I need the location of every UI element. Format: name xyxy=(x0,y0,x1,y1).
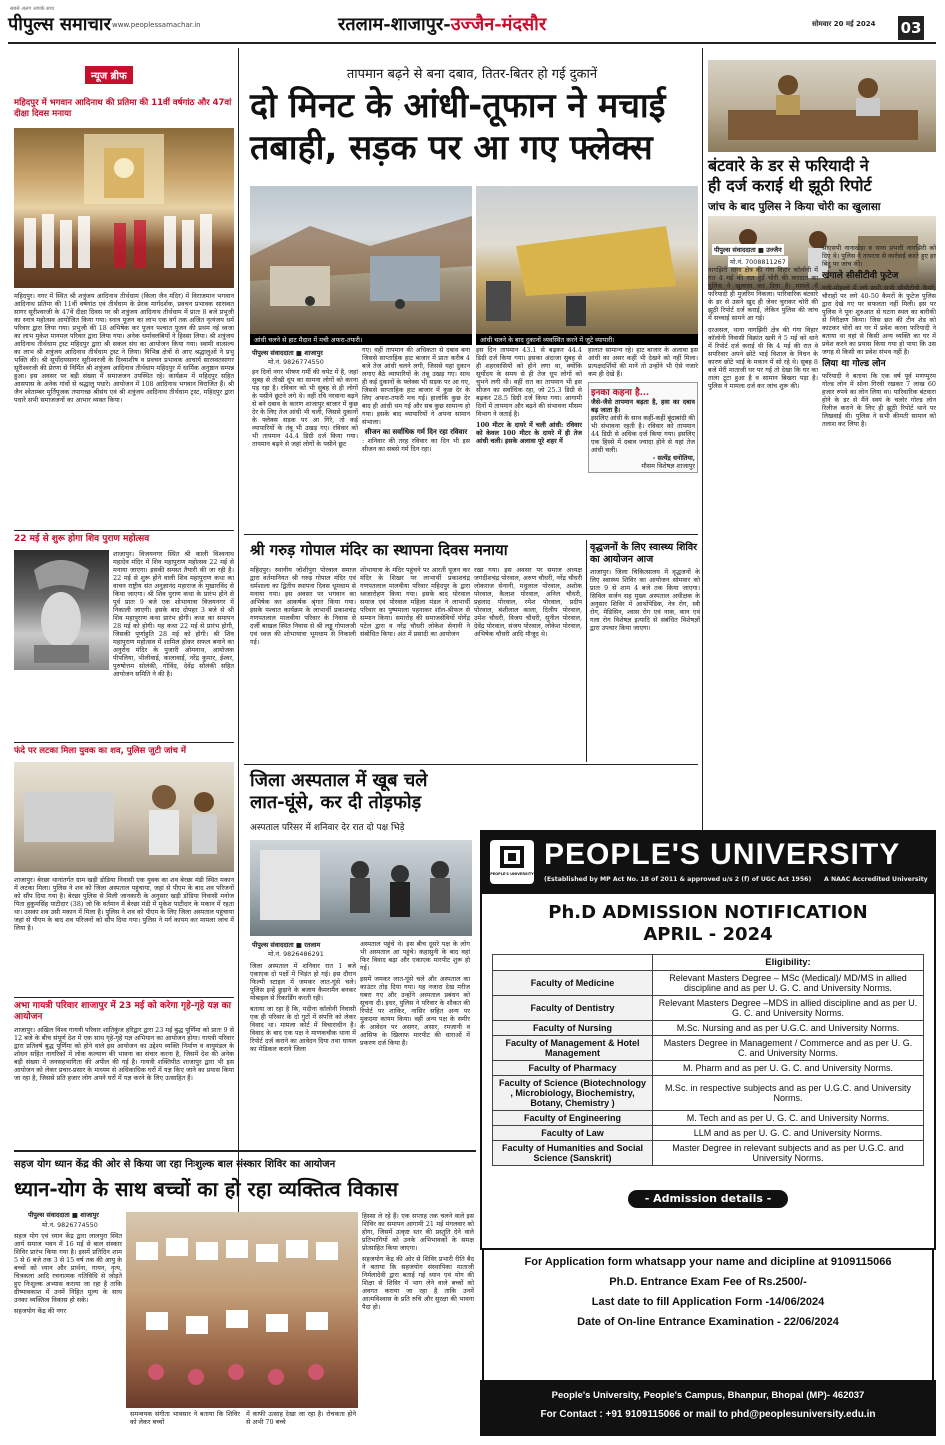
sahaj-col3b-text: सहजयोग केंद्र की ओर से शिविर प्रभारी रीति बैद ने बताया कि सहजयोग संस्थापिका माताजी निर्मलादेवी द्वारा बताई गई ध्यान एवं योग की शिक्षा से शिविर में भाग लेने वाले बच्चों को अवगत कराया जा रहा है ताकि उनमें आत्मविश्वास के प्रति रुचि और सुरक्षा की भावना पैदा हो। xyxy=(362,1255,474,1311)
hospital-col1-text: जिला अस्पताल में शनिवार रात 1 बजे एकाएक दो पक्षों में भिड़ंत हो गई। इस दौरान फिल्मी स्टाइल में जमकर लात-घूंसे चले। पुलिस इन्हें छुड़ाने के बजाय कैमरामैन बनकर मोबाइल से रिकार्डिंग करती रही। xyxy=(250,962,356,1002)
faculty-requirement: Master Degree in relevant subjects and as per U.G.C. and University Norms. xyxy=(653,1141,924,1166)
storm-col2b-text: : शनिवार की तरह रविवार का दिन भी इस सीजन का सबसे गर्म दिन रहा। xyxy=(362,437,470,453)
sahaj-col1 xyxy=(14,1232,122,1438)
storm-col3b-text: 100 मीटर के दायरे में चली आंधी: रविवार को केवल 100 मीटर के दायरे में ही तेज आंधी चली। इसके अलावा पूरे शहर में xyxy=(476,421,582,445)
faculty-requirement: M.Sc. Nursing and as per U.G.C. and University Norms. xyxy=(653,1021,924,1036)
ad-address: People's University, People's Campus, Bhanpur, Bhopal (MP)- 462037 xyxy=(551,1390,865,1401)
region-title-black: रतलाम-शाजापुर- xyxy=(338,14,451,35)
shiva-idol-photo xyxy=(14,550,109,670)
eligibility-row xyxy=(493,996,924,1021)
faculty-requirement: Masters Degree in Management / Commerce and as per U. G. C. and University Norms. xyxy=(653,1036,924,1061)
faculty-name: Faculty of Medicine xyxy=(493,971,653,996)
sahaj-col3-text: हिस्सा ले रहे हैं। एक सप्ताह तक चलने वाले इस शिविर का समापन आगामी 21 मई मंगलवार को होगा, जिसमें उत्कृष्ट स्तर की प्रस्तुति देने वाले प्रतिभागियों को उनके अभिभावकों के समक्ष प्रोत्साहित किया जाएगा। xyxy=(362,1212,474,1252)
hospital-byline: पीपुल्स संवाददाता ■ रतलाम xyxy=(252,941,321,949)
storm-photo-left-art xyxy=(250,186,472,334)
faculty-name: Faculty of Dentistry xyxy=(493,996,653,1021)
issue-date: सोमवार 20 मई 2024 xyxy=(812,20,876,28)
ad-contact[interactable]: For Contact : +91 9109115066 or mail to phd@peoplesuniversity.edu.in xyxy=(540,1409,876,1420)
storm-col1: इन दिनों नगर भीषण गर्मी की चपेट में है, जहां सुबह से तीखी धूप का सामना लोगों को करना पड़ रहा है। रविवार को भी सुबह से ही लोगों के पसीने छूटने लगे थे। वहीं रवि नरवाना बढ़ने से बने दबाव के कारण शाजापुर बाजार में कुछ देर के लिए तेज आंधी भी चली, जिससे दुकानों के फ्लेक्स सड़क पर आ गिरे, तो कई व्यापारियों के तंबू भी उखड़ गए। रविवार को भी तापमान 44.4 डिग्री दर्ज किया गया। तापमान बढ़ने से जहां लोगों के पसीने छूट xyxy=(252,368,358,448)
storm-caption-right: आंधी चलने के बाद दुकानों व्यवस्थित करने में जुटे व्यापारी। xyxy=(476,334,698,345)
admission-details-pill: - Admission details - xyxy=(628,1190,788,1208)
brief-divider-1 xyxy=(14,530,234,531)
sahaj-col2 xyxy=(130,1410,356,1440)
masthead-block xyxy=(8,6,238,38)
news-brief-tag: न्यूज ब्रीफ xyxy=(85,66,133,84)
fake-report-byline-city: उज्जैन xyxy=(766,246,782,254)
fake-report-byline-mobile: मो.नं. 7008811267 xyxy=(730,258,786,266)
university-logo-text: PEOPLE'S UNIVERSITY xyxy=(490,872,534,876)
faculty-requirement: M.Sc. in respective subjects and as per U.G.C. and University Norms. xyxy=(653,1076,924,1111)
admission-line-4: Date of On-line Entrance Examination - 22/06/2024 xyxy=(577,1316,839,1328)
faculty-requirement: Relevant Masters Degree – MSc (Medical)/ MD/MS in allied discipline and as per U. G. C. and University Norms. xyxy=(653,971,924,996)
ad-admission-lines xyxy=(482,1250,934,1380)
fake-report-col2c-text: फरियादी ने बताया कि एक वर्ष पूर्व मणप्पुरम गोल्ड लोन में सोना गिरवी रखकर 7 लाख 60 हजार रुपये का लोन लिया था। पारिवारिक बंटवारा होने के डर से मैंने स्वयं के चलोर गोल्ड लोन रिलीज कराने के लिए ही झूठी रिपोर्ट थाने पर लिखवाई थी। पुलिस ने सभी कीमती सामान को तलाश कर लिया है। xyxy=(822,372,936,428)
storm-headline-2: तबाही, सड़क पर आ गए फ्लेक्स xyxy=(250,128,653,168)
brief4-body: शाजापुर। अखिल विश्व गायत्री परिवार शांतिकुंज हरिद्वार द्वारा 23 मई बुद्ध पूर्णिमा को प्रातः 9 से 12 बजे के बीच संपूर्ण देश में एक साथ गृहे-गृहे यज्ञ अभियान का आयोजन होगा। गायत्री परिवार द्वारा प्रतिवर्ष बुद्ध पूर्णिमा को होने वाले इस आयोजन का उद्देश्य व्यक्ति निर्माण व वायुमंडल के शोधन सहित नागरिकों में लोक कल्याण की भावना का संचार करना है, जिसमें देश की अनेक बड़ी संख्या में जनसहभागिता की अपील की गई है। गायत्री शक्तिपीठ शाजापुर द्वारा भी इस आयोजन को लेकर प्रचार-प्रसार के माध्यम से अधिकाधिक घरों में यज्ञ किए जाने का प्रयास किया जा रहा है, जिससे प्रति हजार लोग अपने घरों में यज्ञ करने के लिए उत्साहित हैं। xyxy=(14,1026,234,1082)
storm-byline-name: पीपुल्स संवाददाता xyxy=(252,349,294,357)
hospital-headline-1: जिला अस्पताल में खूब चले xyxy=(250,770,428,791)
brief3-headline: फंदे पर लटका मिला युवक का शव, पुलिस जुटी जांच में xyxy=(14,746,186,756)
police-press-photo xyxy=(708,60,936,152)
hospital-col2 xyxy=(360,940,470,1154)
sahaj-byline-city: शाजापुर xyxy=(80,1211,99,1219)
brief3-body: शाजापुर। बेरछा थानांतर्गत ग्राम खड़ी डोडिया निवासी एक युवक का शव बेरछा मंडी स्थित मकान में लटका मिला। पुलिस ने शव को जिला अस्पताल पहुंचाया, जहां से पीएम के बाद शव परिजनों को सौंप दिया गया है। बेरछा पुलिस से मिली जानकारी के अनुसार खड़ी डोडिया निवासी मनोज पिता हुकुमसिंह पाटीदार (38) जो कि वर्तमान में बेरछा मंडी में मुकेश पाटीदार के मकान में रहता था। उसका शव उसी मकान में मिला है। पुलिस ने शव को पीएम के लिए जिला अस्पताल पहुंचाया जहां से पीएम के बाद शव परिजनों को सौंप दिया गया। पुलिस ने मर्ग कायम कर मामला जांच में लिया है। xyxy=(14,876,234,932)
site-url[interactable]: www.peoplessamachar.in xyxy=(112,21,201,29)
eligibility-row xyxy=(493,1076,924,1111)
sahaj-col3 xyxy=(362,1212,474,1438)
eligibility-row xyxy=(493,1036,924,1061)
faculty-name: Faculty of Management & Hotel Management xyxy=(493,1036,653,1061)
storm-byline-city: शाजापुर xyxy=(304,349,323,357)
admission-line-2: Ph.D. Entrance Exam Fee of Rs.2500/- xyxy=(609,1276,807,1288)
garud-col1: महिदपुर। स्थानीय जोशीपुरा पोरवाल समाज द्वारा वर्तमानियत श्री गरुड़ गोपाल मंदिर एवं धर्मशाला का द्वितीय स्थापना दिवस धूमधाम से मनाया गया। इस अवसर पर भगवान का अभिषेक कर आकर्षक श्रृंगार किया गया। इसके पश्चात कार्यक्रम के लाभार्थी प्रकाशचंद्र गणपतलाल मालवीया परिवार के निवास से दर्जी बाखल स्थित निवास से श्री लड्डू गोपालजी एवं ध्वज की शोभायात्रा भूमधाम से निकाली गई। xyxy=(250,566,356,646)
storm-kicker: तापमान बढ़ने से बना दबाव, तितर-बितर हो गई दुकानें xyxy=(346,67,598,82)
brief-divider-2 xyxy=(14,742,234,743)
university-established: (Established by MP Act No. 18 of 2011 & approved u/s 2 (f) of UGC Act 1956) xyxy=(544,876,812,883)
faculty-name: Faculty of Engineering xyxy=(493,1111,653,1126)
admission-line-1: For Application form whatsapp your name and dicipline at 9109115066 xyxy=(524,1256,892,1268)
eligibility-table xyxy=(492,954,924,1166)
ad-footer xyxy=(480,1380,936,1436)
fake-report-byline: पीपुल्स संवाददाता ■ उज्जैन xyxy=(714,246,782,254)
page-number: 03 xyxy=(898,16,924,40)
storm-quote-title: इनका कहना है... xyxy=(591,388,650,398)
hospital-headline-2: लात-घूंसे, कर दी तोड़फोड़ xyxy=(250,792,422,813)
police-probe-art xyxy=(14,762,234,872)
shiva-idol-art xyxy=(14,550,109,670)
faculty-requirement: LLM and as per U. G. C. and University Norms. xyxy=(653,1126,924,1141)
sahaj-kicker: सहज योग ध्यान केंद्र की ओर से किया जा रहा निःशुल्क बाल संस्कार शिविर का आयोजन xyxy=(14,1159,336,1170)
university-name: PEOPLE'S UNIVERSITY xyxy=(544,838,901,871)
sahaj-top-rule xyxy=(14,1150,476,1152)
storm-headline-1: दो मिनट के आंधी-तूफान ने मचाई xyxy=(250,86,666,126)
faculty-name: Faculty of Nursing xyxy=(493,1021,653,1036)
children-camp-art xyxy=(126,1212,358,1408)
storm-quote-text1: जैसे-जैसे तापमान बढ़ता है, हवा का दबाव बढ़ जाता है। xyxy=(591,398,695,414)
sahaj-byline: पीपुल्स संवाददाता ■ शाजापुर xyxy=(28,1211,99,1219)
masthead-tagline: सबसे अलग आपके साथ xyxy=(10,6,55,12)
hospital-col1b-text: बताया जा रहा है कि, मदीना कॉलोनी निवासी एक ही परिवार के दो गुटों में संपत्ति को लेकर विवाद था। मामला कोर्ट में विचाराधीन है। विवाद के बाद एक पक्ष ने माणकचौक थाना में रिपोर्ट दर्ज कराने का आवेदन दिया तथा घायल का मेडिकल कराने जिला xyxy=(250,1005,356,1053)
elders-headline: वृद्धजनों के लिए स्वास्थ्य शिविर का आयोजन आज xyxy=(590,542,698,565)
sahaj-col1-text: सहज योग एवं ध्यान केंद्र द्वारा लालपुरा स्थित आर्य समाज भवन में 16 मई से बाल संस्कार शिविर प्रारंभ किया गया है। इसमें प्रतिदिन शाम 5 से 6 बजे तक 3 से 15 वर्ष तक की आयु के बच्चों को ध्यान और प्रार्थना, गायन, नृत्य, चित्रकला आदि रचनात्मक गतिविधि से जोड़ते हुए निःशुल्क अभ्यास कराया जा रहा है ताकि ग्रीष्मावकाश में उनमें निहित मूल्य के साथ उनका व्यक्तित्व विकास हो सके। xyxy=(14,1232,122,1304)
eligibility-row xyxy=(493,1111,924,1126)
garud-top-rule xyxy=(244,534,698,535)
fake-report-byline-name: पीपुल्स संवाददाता xyxy=(714,246,756,254)
university-logo-emblem xyxy=(490,840,534,884)
sahaj-col1b-text: सहजयोग केंद्र की नगर xyxy=(14,1307,67,1315)
storm-col3 xyxy=(476,346,582,530)
storm-col4-text: हालात सामान्य रहे। हाट बाजार के अलावा इस आंधी का असर कहीं भी देखने को नहीं मिला। प्रत्यक्षदर्शियों की मानें तो उन्होंने भी ऐसे नजारे कम ही देखे हैं। xyxy=(588,346,698,378)
ad-header xyxy=(482,832,934,894)
university-naac: A NAAC Accredited University xyxy=(824,876,928,883)
sahaj-byline-name: पीपुल्स संवाददाता xyxy=(28,1211,70,1219)
brief-divider-3 xyxy=(14,997,234,998)
temple-photo-art xyxy=(14,128,234,288)
masthead: पीपुल्स समाचार xyxy=(8,14,111,35)
storm-col2 xyxy=(362,346,470,530)
region-title-red: उज्जैन-मंदसौर xyxy=(450,14,547,35)
hospital-byline-name: पीपुल्स संवाददाता xyxy=(252,941,294,949)
faculty-name: Faculty of Humanities and Social Science (Sanskrit) xyxy=(493,1141,653,1166)
hospital-byline-city: रतलाम xyxy=(304,941,321,949)
fake-report-col1-text: नागझिरी थाना क्षेत्र की गंगा विहार कॉलोनी में गत 4 मई की रात हुई चोरी की वारदात का पुलिस ने खुलासा कर दिया है। मामले में फरियादी ही मुजरिम निकला। पारिवारिक बंटवारे के डर से उसने खुद ही जेवर चुराकर चोरी की झूठी रिपोर्ट दर्ज कराई, लेकिन पुलिस की जांच में सच्चाई सामने आ गई। xyxy=(708,266,818,322)
fake-report-col2 xyxy=(822,244,936,866)
storm-col2-text: गए। वहीं तापमान की अधिकता से दबाव बना जिससे साप्ताहिक हाट बाजार में प्रातः करीब 4 बजे तेज आंधी चलने लगी, जिससे यहां दुकान लगाए बैठे व्यापारियों के तंबू उखड़ गए। साथ ही कई दुकानों के फ्लेक्स भी सड़क पर आ गए, जिससे साप्ताहिक हाट बाजार में कुछ देर के लिए अफरा-तफरी मच गई। हालांकि कुछ देर बाद ही आंधी थम गई और सब कुछ सामान्य हो गया। इसके बाद व्यापारियों ने अपना सामान संभाला। xyxy=(362,346,470,426)
fake-report-headline-1: बंटवारे के डर से फरियादी ने xyxy=(708,156,869,175)
faculty-requirement: M. Tech and as per U. G. C. and University Norms. xyxy=(653,1111,924,1126)
eligibility-row xyxy=(493,971,924,996)
brief2-body: शाजापुर। विजयनगर स्थित श्री काली विश्वनाथ महादेव मंदिर में शिव महापुराण महोत्सव 22 मई से मनाया जाएगा। इसकी समस्त तैयारी की जा रही है। 22 मई से शुरू होने वाली शिव महापुराण कथा का वाचन राष्ट्रीय संत अनुज्ञानंद महाराज के मुखारविंद से किया जाएगा। श्री शिव पुराण कथा के प्रारंभ होने से पूर्व प्रातः 9 बजे एक शोभायात्रा विजयनगर में निकाली जाएगी। इसके बाद दोपहर 3 बजे से श्री शिव महापुराण कथा प्रारंभ होगी। कथा का समापन 28 मई को होगी। यह कथा 22 मई से प्रारंभ होगी, जिसकी पूर्णाहुति 28 मई को होगी। श्री शिव महापुराण महोत्सव में शामिल होकर सफल बनाने का अनुरोध मंदिर के पुजारी ओमनाथ, आयोजक पीपलिया, भीलीवाई, कालावाई, नरेंद्र कुमार, ईश्वर, पुरुषोत्तम सोलंकी, गोविंद, देवेंद्र सोलंकी सहित आयोजन समिति ने की है। xyxy=(113,550,234,678)
storm-col4 xyxy=(588,346,698,530)
brief2-headline: 22 मई से शुरू होगा शिव पुराण महोत्सव xyxy=(14,534,150,544)
fake-report-headline-2: ही दर्ज कराई थी झूठी रिपोर्ट xyxy=(708,176,872,195)
faculty-name: Faculty of Law xyxy=(493,1126,653,1141)
storm-quote-box xyxy=(588,382,698,473)
garud-col3: रखा गया। इस अवसर पर समाज अध्यक्ष जगदीशचंद्र पोरवाल, अरुण चौधरी, नरेंद्र चौधरी लोकराज सेनानी, मधुलाल पोरवाल, अशोक पोरवाल, कैलाश पोरवाल, अनिल चौधरी, प्रहलाद पोरवाल, रमेश पोरवाल, प्रदीप पोरवाल, बंशीलाल काला, दिलीप पोरवाल, उमेश चौधरी, विजय चौधरी, सुनील पोरवाल, देवेंद्र पोरवाल, संजय पोरवाल, लोकेश पोरवाल, अभिषेक चौधरी आदि मौजूद थे। xyxy=(474,566,582,638)
faculty-requirement: Relevant Masters Degree –MDS in allied discipline and as per U. G. C. and University Norms. xyxy=(653,996,924,1021)
storm-photo-right-art xyxy=(476,186,698,334)
sahaj-col2-text: समन्वयक संगीता भावसार ने बताया कि शिविर को लेकर बच्चों xyxy=(130,1410,240,1426)
hospital-col2-text: अस्पताल पहुंचे थे। इस बीच दूसरे पक्ष के लोग भी अस्पताल आ पहुंचे। कहासुनी के बाद वहां फिर विवाद बढ़ा और एकाएक मारपीट शुरू हो गई। xyxy=(360,940,470,972)
fake-report-col1b-text: दरअसल, थाना नागझिरी क्षेत्र की गंगा विहार कॉलोनी निवासी विक्रांत खत्री ने 5 मई को थाने में रिपोर्ट दर्ज कराई थी कि 4 मई की रात वे सपरिवार अपने छोटे भाई विशाल के निधन के कारण छोटे भाई के मकान में सो रहे थे। सुबह 8 बजे मेरी माताजी घर पर गई तो देखा कि घर का ताला टूटा हुआ है व सामान बिखरा पड़ा है। पुलिस ने मामला दर्ज कर जांच शुरू की। xyxy=(708,326,818,390)
eligibility-header: Eligibility: xyxy=(653,955,924,971)
university-logo xyxy=(490,840,534,884)
sahaj-byline-mobile: मो.नं. 9826774550 xyxy=(42,1221,98,1229)
storm-photo-right xyxy=(476,186,698,334)
brief4-headline: अभा गायत्री परिवार शाजापुर में 23 मई को करेगा गृहे-गृहे यज्ञ का आयोजन xyxy=(14,1001,231,1022)
fake-report-col2b-text: गली-मोहल्ले में लगे सभी सभी सीसीटीवी कैमरे, चौराहों पर लगे 40-50 कैमरों के फुटेज पुलिस द्वारा देखे गए पर सफलता नहीं मिली। इस पर पुलिस ने पूनः शुरुआत से घटना स्थल का बारीकी से निरीक्षण किया। जिस छत की टीन शेड को काटकर चोरों का घर में प्रवेश करना फरियादी ने बताया था वहां से किसी अन्य व्यक्ति का घर में प्रवेश करने का प्रयास किया गया हो पाया कि उस जगह से किसी का प्रवेश संभव नहीं है। xyxy=(822,284,936,356)
fake-report-col2-text: सीएसपी नानाखेड़ा व थाना प्रभारी नागझिरी को दिए थे। पुलिस ने तत्परता से कार्रवाई करते हुए हर बिंदु पर जांच की। xyxy=(822,244,936,268)
fake-report-subhead: जांच के बाद पुलिस ने किया चोरी का खुलासा xyxy=(708,201,881,213)
garud-col2: शोभायात्रा के मंदिर पहुंचने पर आरती पूजन कर मंदिर के शिखर पर लाभार्थी प्रकाशचंद्र गणपतलाल मालवीया परिवार महिदपुर के द्वारा ध्वजारोहण किया गया। इसके बाद पोरवाल समाज एवं पोरवाल महिला मंडल ने लाभार्थी परिवार का पुष्पमाला पहनाकर शॉल-श्रीफल से सम्मान किया। समारोह की समाजसेवियों योगेंद्र पटेल द्वारा व नरेंद्र चौधरी लोकेश सेनानी ने संबोधित किया। अंत में प्रसादी का आयोजन xyxy=(360,566,470,638)
storm-byline: पीपुल्स संवाददाता ■ शाजापुर xyxy=(252,349,323,357)
eligibility-header-row xyxy=(493,955,924,971)
temple-photo xyxy=(14,128,234,288)
hospital-top-rule xyxy=(244,764,698,765)
fake-report-subhead2: खंगाले सीसीटीवी फुटेज xyxy=(822,271,899,281)
storm-caption-left: आंधी चलने से हाट मैदान में मची अफरा-तफरी। xyxy=(250,334,472,345)
eligibility-row xyxy=(493,1141,924,1166)
storm-quote-name: - सत्येंद्र धनोतिया, xyxy=(652,454,695,462)
eligibility-header-blank xyxy=(493,955,653,971)
eligibility-row xyxy=(493,1126,924,1141)
brief1-body: महिदपुर। नगर में स्थित श्री शत्रुंजय आदिनाथ तीर्थधाम (किला जैन मंदिर) में विराजमान भगवान आदिनाथ प्रतिमा की 11वीं वर्षगांठ एवं तीर्थधाम के प्रेरक मार्गदर्शक, प्रवचन प्रभावक सारस्वत सागर सूरीश्वरजी के 47वें दीक्षा दिवस पर श्री शत्रुंजय आदिनाथ तीर्थधाम में प्रातः 8 बजे प्रभुजी का स्नात्र महोत्सव आयोजित किया गया। स्नात्र पूजन का लाभ एक वर्ग तक अजित नृत्यंजय धर्म परिवार द्वारा लिया गया। प्रभुजी की 18 अभिषेक कर पूजन पश्चात पूजन की प्रथम नई ध्वजा का लाभ मुकेश मानमल परिवार द्वारा लिया गया। अनेक धर्मावलंबियों ने हिस्सा लिया। श्री शत्रुंजय आदिनाथ तीर्थधाम ट्रस्ट महिदपुर द्वारा श्री सकल संघ का आयोजन किया गया। स्वामी वात्सल्य का लाभ श्री शत्रुंजय आदिनाथ तीर्थधाम ट्रस्ट ने लिया। विभिन्न क्षेत्रों से आए श्रद्धालुओं ने प्रभु भक्ति की। श्री सूर्योदयसागर सूरीश्वरजी के दिव्याशीष व प्रवचन प्रभावक आचार्य सारस्वतसागर सूरीश्वरजी की प्रेरणा से निर्मित श्री शत्रुंजय आदिनाथ तीर्थधाम महिदपुर में धार्मिक अनुष्ठान सम्पन्न हुआ। इस अवसर पर बड़ी संख्या में समाजजन उपस्थित रहे। कार्यक्रम में महिदपुर सहित आसपास के अनेक गांवों से श्रद्धालु पधारे। आयोजन में 108 आदिनाथ भगवान विराजित हैं। श्री जैन श्वेताम्बर मूर्तिपूजक तपागच्छ श्रीसंघ एवं श्री शत्रुंजय आदिनाथ तीर्थधाम ट्रस्ट, महिदपुर द्वारा पधारे सभी समाजजनों का आभार व्यक्त किया। xyxy=(14,292,234,404)
faculty-name: Faculty of Pharmacy xyxy=(493,1061,653,1076)
col-divider-right xyxy=(702,48,703,868)
garud-headline: श्री गरुड़ गोपाल मंदिर का स्थापना दिवस मनाया xyxy=(250,541,508,559)
fake-report-col1 xyxy=(708,266,818,866)
sahaj-headline: ध्यान-योग के साथ बच्चों का हो रहा व्यक्तित्व विकास xyxy=(14,1177,398,1201)
hospital-cctv-art xyxy=(250,840,472,936)
storm-photo-left xyxy=(250,186,472,334)
faculty-requirement: M. Pharm and as per U. G. C. and University Norms. xyxy=(653,1061,924,1076)
brief1-headline: महिदपुर में भगवान आदिनाथ की प्रतिमा की 11वीं वर्षगांठ और 47वां दीक्षा दिवस मनाया xyxy=(14,98,232,119)
storm-byline-mobile: मो.नं. 9826774550 xyxy=(268,358,324,366)
storm-col3-text: इस दिन तापमान 43.1 से बढ़कर 44.4 डिग्री दर्ज किया गया। इसका अंदाजा सुबह से ही शहरवासियों को होने लगा था, क्योंकि सूर्योदय के समय से ही तेज धूप लोगों को चुभने लगी थी। वहीं रात का तापमान भी इस सीजन का सर्वाधिक रहा, जो 25.3 डिग्री से बढ़कर 28.5 डिग्री दर्ज किया गया। आगामी दिनों में तापमान और बढ़ने की संभावना मौसम विभाग ने जताई है। xyxy=(476,346,582,418)
police-probe-photo xyxy=(14,762,234,872)
elders-divider xyxy=(586,540,587,762)
phd-title-2: APRIL - 2024 xyxy=(643,924,773,945)
storm-subhead: सीजन का सर्वाधिक गर्म दिन रहा रविवार xyxy=(364,428,468,436)
hospital-cctv-photo xyxy=(250,840,472,936)
storm-quote-role: मौसम विशेषज्ञ शाजापुर xyxy=(641,462,695,470)
hospital-col1 xyxy=(250,962,356,1154)
region-title xyxy=(338,12,546,36)
peoples-university-ad[interactable] xyxy=(480,830,936,1250)
faculty-name: Faculty of Science (Biotechnology , Microbiology, Biochemistry, Botany, Chemistry ) xyxy=(493,1076,653,1111)
eligibility-row xyxy=(493,1021,924,1036)
admission-line-3: Last date to fill Application Form -14/06/2024 xyxy=(591,1296,825,1308)
police-press-art xyxy=(708,60,936,152)
eligibility-row xyxy=(493,1061,924,1076)
elders-body: शाजापुर। जिला चिकित्सालय में वृद्धजनों के लिए स्वास्थ्य शिविर का आयोजन सोमवार को प्रातः 9 से शाम 4 बजे तक किया जाएगा। सिविल सर्जन सह मुख्य अस्पताल अधीक्षक के अनुसार शिविर में आर्थोपेडिक, नेत्र रोग, स्त्री रोग, मेडिसिन, श्वास रोग एवं नाक, कान एवं गला रोग विशेषज्ञ इत्यादि से संबंधित विशेषज्ञों द्वारा उपचार किया जाएगा। xyxy=(590,568,700,632)
sahaj-col2b-text: में काफी उत्साह देखा जा रहा है। रोचकता होने से अभी 70 बच्चे xyxy=(246,1410,356,1426)
col-divider-left xyxy=(238,48,239,1248)
hospital-byline-mobile: मो.नं. 9826486291 xyxy=(268,950,324,958)
fake-report-subhead3: लिया था गोल्ड लोन xyxy=(822,359,886,369)
header-rule xyxy=(8,42,936,44)
hospital-col2b-text: इसमें जमकर लात-घूंसे चले और अस्पताल का काउंटर तोड़ दिया गया। यह नजारा देख मरीज घबरा गए और उन्होंने अस्पताल प्रबंधन को सूचना दी। इधर, पुलिस ने परिवार के शौकत की रिपोर्ट पर शाकिर, नासिर सहित अन्य पर मुकदमा कायम किया। वहीं अन्य पक्ष के समीर के आवेदन पर असगर, असार, रमजानी व आसिफ के खिलाफ मारपीट की धाराओं में प्रकरण दर्ज किया है। xyxy=(360,975,470,1047)
hospital-subhead: अस्पताल परिसर में शनिवार देर रात दो पक्ष भिड़े xyxy=(250,823,405,833)
phd-title-1: Ph.D ADMISSION NOTIFICATION xyxy=(548,902,868,923)
children-camp-photo xyxy=(126,1212,358,1408)
storm-quote-text2: इसलिए आंधी के साथ कहीं-कहीं बूंदाबांदी की भी संभावना रहती है। रविवार को तापमान 44 डिग्री से अधिक दर्ज किया गया। इसलिए एक हिस्से में दबाव ज्यादा होने से यहां तेज आंधी चली। xyxy=(591,414,695,454)
